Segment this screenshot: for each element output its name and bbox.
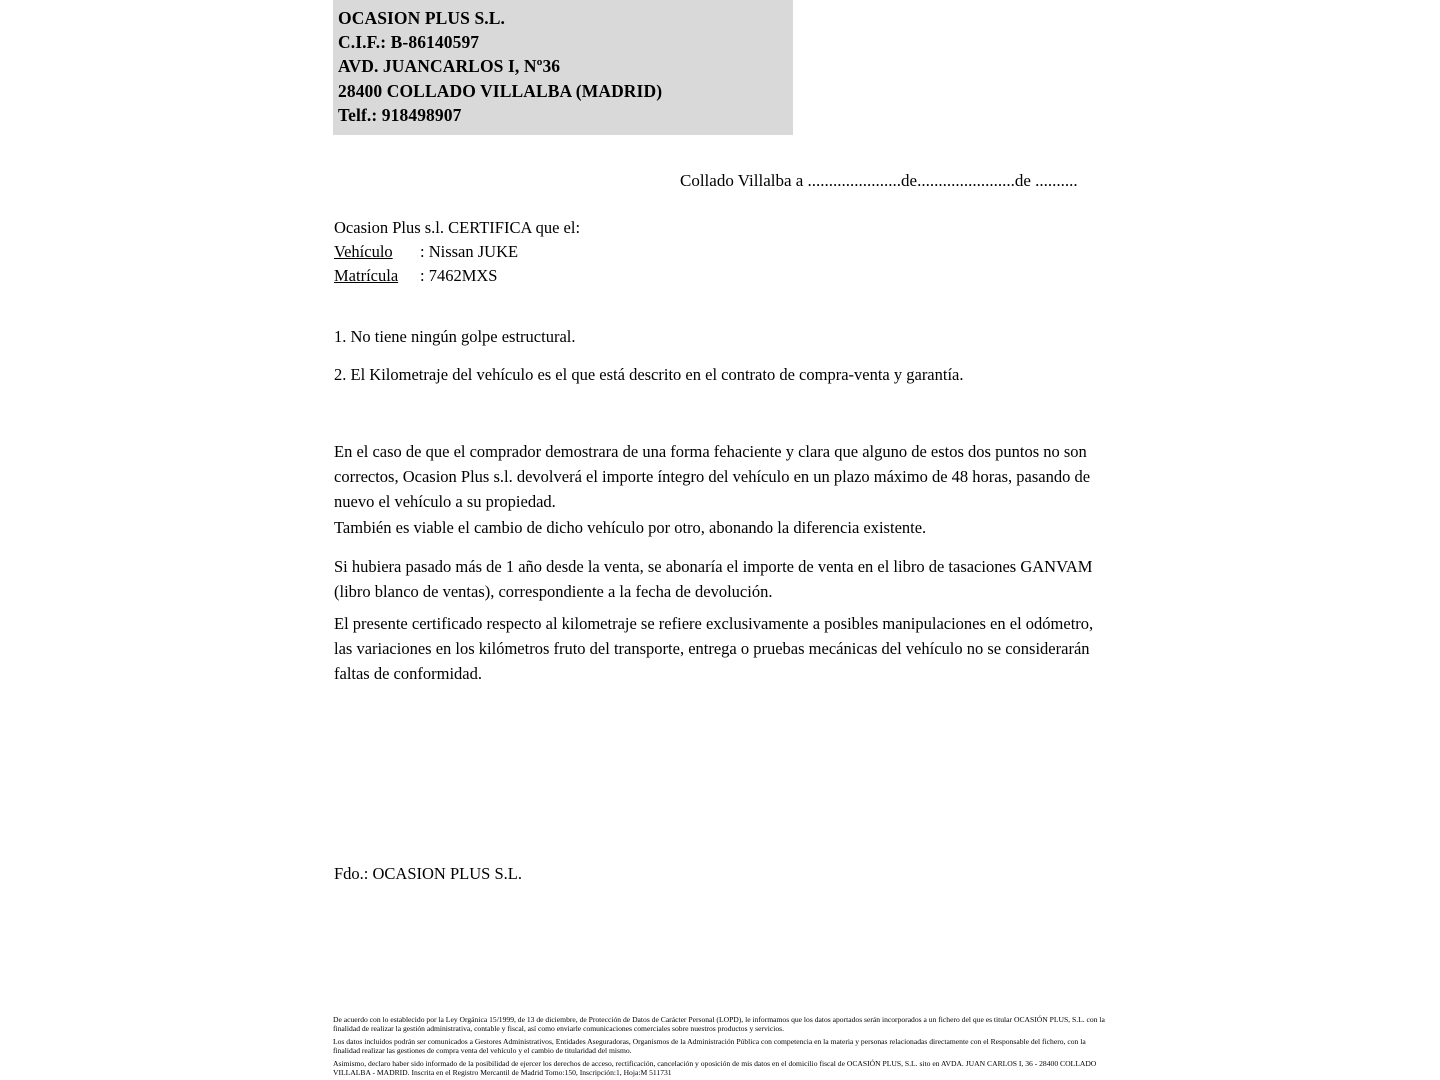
signature-line: Fdo.: OCASION PLUS S.L. bbox=[334, 864, 522, 883]
body-paragraph-3: Si hubiera pasado más de 1 año desde la venta, se abonaría el importe de venta en el libro de tasaciones GANVAM (libro blanco de ventas), correspondiente a la fecha de devolución. bbox=[334, 557, 1093, 601]
letterhead-address: AVD. JUANCARLOS I, Nº36 bbox=[338, 56, 561, 77]
legal-footnote bbox=[333, 1015, 1113, 1077]
plate-label: Matrícula bbox=[334, 266, 399, 285]
vehicle-label: Vehículo bbox=[334, 242, 393, 261]
date-line: Collado Villalba a ......................de.......................de .......... bbox=[680, 171, 1078, 190]
certified-point-2: 2. El Kilometraje del vehículo es el que está descrito en el contrato de compra-venta y garantía. bbox=[334, 365, 964, 384]
vehicle-row bbox=[334, 240, 580, 264]
body-paragraph-1: En el caso de que el comprador demostrara de una forma fehaciente y clara que alguno de estos dos puntos no son correctos, Ocasion Plus s.l. devolverá el importe íntegro del vehículo en un plazo máximo de 48 horas, pasando de nuevo el vehículo a su propiedad. bbox=[334, 442, 1091, 511]
body-paragraph-2: También es viable el cambio de dicho vehículo por otro, abonando la diferencia existente. bbox=[334, 518, 927, 537]
body-paragraph-4: El presente certificado respecto al kilometraje se refiere exclusivamente a posibles manipulaciones en el odómetro, las variaciones en los kilómetros fruto del transporte, entrega o pruebas mecánicas del vehículo no se considerarán faltas de conformidad. bbox=[334, 614, 1094, 683]
letterhead-phone: Telf.: 918498907 bbox=[338, 104, 462, 125]
letterhead-city: 28400 COLLADO VILLALBA (MADRID) bbox=[338, 80, 663, 101]
letterhead-company-name: OCASION PLUS S.L. bbox=[338, 8, 506, 28]
legal-paragraph-1: De acuerdo con lo establecido por la Ley Orgánica 15/1999, de 13 de diciembre, de Protección de Datos de Carácter Personal (LOPD), le informamos que los datos aportados serán incorporados a un fichero del que es titular OCASIÓN PLUS, S.L. con la finalidad de realizar la gestión administrativa, contable y fiscal, así como enviarle comunicaciones comerciales sobre nuestros productos y servicios. bbox=[333, 1015, 1105, 1034]
legal-paragraph-3: Asimismo, declaro haber sido informado de la posibilidad de ejercer los derechos de acceso, rectificación, cancelación y oposición de mis datos en el domicilio fiscal de OCASIÓN PLUS, S.L. sito en AVDA. JUAN CARLOS I, 36 - 28400 COLLADO VILLALBA - MADRID. Inscrita en el Registro Mercantil de Madrid Tomo:150, Inscripción:1, Hoja:M 511731 bbox=[333, 1058, 1097, 1078]
letterhead-cif: C.I.F.: B-86140597 bbox=[338, 32, 480, 53]
plate-row bbox=[334, 264, 580, 288]
vehicle-value: : Nissan JUKE bbox=[420, 242, 519, 261]
certification-intro: Ocasion Plus s.l. CERTIFICA que el: bbox=[334, 218, 581, 237]
legal-paragraph-2: Los datos incluidos podrán ser comunicados a Gestores Administrativos, Entidades Aseguradoras, Organismos de la Administración Pública con competencia en la materia y personas relacionadas directamente con el Responsable del fichero, con la finalidad realizar las gestiones de compra venta del vehículo y el cambio de titularidad del mismo. bbox=[333, 1036, 1086, 1056]
plate-value: : 7462MXS bbox=[420, 266, 498, 285]
letterhead-block bbox=[333, 0, 793, 135]
certification-block bbox=[334, 216, 580, 288]
certified-point-1: 1. No tiene ningún golpe estructural. bbox=[334, 327, 576, 346]
